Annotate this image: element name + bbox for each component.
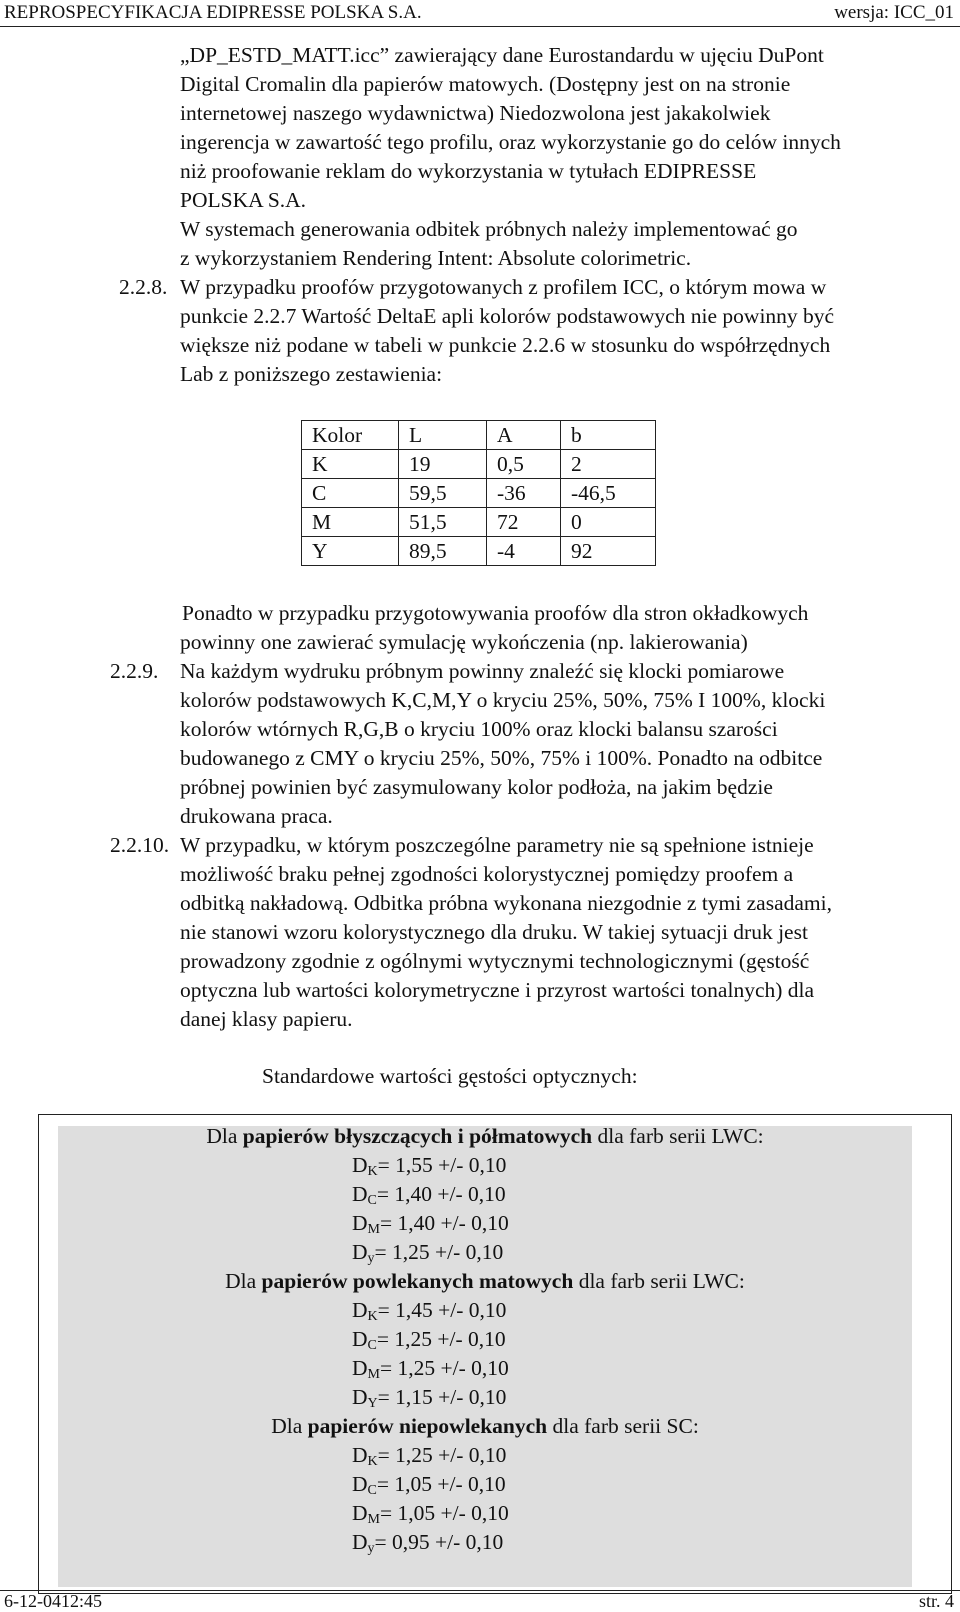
- density-symbol: D: [352, 1356, 368, 1380]
- group-prefix: Dla: [206, 1124, 238, 1148]
- text-line: Lab z poniższego zestawienia:: [180, 362, 443, 386]
- table-cell: 72: [487, 508, 561, 537]
- density-value: = 1,05 +/- 0,10: [379, 1501, 509, 1525]
- table-cell: -46,5: [561, 479, 656, 508]
- density-symbol: D: [352, 1327, 368, 1351]
- group-paper-type: papierów błyszczących i półmatowych: [242, 1124, 593, 1148]
- text-line: odbitką nakładową. Odbitka próbna wykonana niezgodnie z tymi zasadami,: [180, 891, 832, 915]
- group-ink-series: dla farb serii LWC:: [578, 1269, 745, 1293]
- table-header-cell: L: [399, 421, 487, 450]
- density-symbol: D: [352, 1298, 368, 1322]
- text-line: możliwość braku pełnej zgodności kolorystycznej pomiędzy proofem a: [180, 862, 794, 886]
- page-number: str. 4: [918, 1591, 954, 1611]
- text-line: kolorów podstawowych K,C,M,Y o kryciu 25%, 50%, 75% I 100%, klocki: [180, 688, 826, 712]
- table-cell: 0,5: [487, 450, 561, 479]
- density-symbol: D: [352, 1501, 368, 1525]
- density-subscript: C: [367, 1483, 377, 1498]
- density-row: [352, 1528, 503, 1563]
- text-line: ingerencja w zawartość tego profilu, oraz wykorzystanie go do celów innych: [180, 130, 841, 154]
- density-value: = 1,25 +/- 0,10: [374, 1240, 504, 1264]
- text-line: niż proofowanie reklam do wykorzystania w tytułach EDIPRESSE: [180, 159, 757, 183]
- text-line: z wykorzystaniem Rendering Intent: Absolute colorimetric.: [180, 246, 692, 270]
- table-cell: M: [302, 508, 399, 537]
- density-subscript: y: [367, 1251, 375, 1266]
- table-cell: C: [302, 479, 399, 508]
- text-line: prowadzony zgodnie z ogólnymi wytycznymi technologicznymi (gęstość: [180, 949, 810, 973]
- text-line: internetowej naszego wydawnictwa) Niedozwolona jest jakakolwiek: [180, 101, 771, 125]
- density-symbol: D: [352, 1211, 368, 1235]
- density-symbol: D: [352, 1443, 368, 1467]
- density-symbol: D: [352, 1385, 368, 1409]
- text-line: budowanego z CMY o kryciu 25%, 50%, 75% i 100%. Ponadto na odbitce: [180, 746, 823, 770]
- text-line: większe niż podane w tabeli w punkcie 2.2.6 w stosunku do współrzędnych: [180, 333, 831, 357]
- density-value: = 1,25 +/- 0,10: [379, 1356, 509, 1380]
- text-line: Na każdym wydruku próbnym powinny znaleźć się klocki pomiarowe: [180, 659, 785, 683]
- density-subscript: y: [367, 1541, 375, 1556]
- footer-rule: [0, 1590, 960, 1591]
- text-line: punkcie 2.2.7 Wartość DeltaE apli kolorów podstawowych nie powinny być: [180, 304, 835, 328]
- table-cell: 59,5: [399, 479, 487, 508]
- density-subscript: K: [367, 1164, 378, 1179]
- text-line: W przypadku, w którym poszczególne parametry nie są spełnione istnieje: [180, 833, 814, 857]
- text-line: powinny one zawierać symulację wykończenia (np. lakierowania): [180, 630, 748, 654]
- table-row: [302, 479, 656, 508]
- density-subscript: M: [367, 1512, 380, 1527]
- density-subscript: M: [367, 1222, 380, 1237]
- table-cell: 92: [561, 537, 656, 566]
- density-symbol: D: [352, 1182, 368, 1206]
- density-title: Standardowe wartości gęstości optycznych:: [262, 1064, 638, 1088]
- group-paper-type: papierów niepowlekanych: [307, 1414, 548, 1438]
- table-row: [302, 450, 656, 479]
- section-number: 2.2.8.: [119, 275, 168, 299]
- text-line: Digital Cromalin dla papierów matowych. (Dostępny jest on na stronie: [180, 72, 791, 96]
- density-symbol: D: [352, 1240, 368, 1264]
- text-line: kolorów wtórnych R,G,B o kryciu 100% oraz klocki balansu szarości: [180, 717, 778, 741]
- table-cell: 51,5: [399, 508, 487, 537]
- table-header-row: [302, 421, 656, 450]
- group-prefix: Dla: [225, 1269, 257, 1293]
- density-group-heading: [58, 1122, 912, 1150]
- density-subscript: C: [367, 1193, 377, 1208]
- density-value: = 0,95 +/- 0,10: [374, 1530, 504, 1554]
- density-subscript: M: [367, 1367, 380, 1382]
- density-value: = 1,40 +/- 0,10: [379, 1211, 509, 1235]
- text-line: Ponadto w przypadku przygotowywania proofów dla stron okładkowych: [182, 601, 809, 625]
- table-cell: -4: [487, 537, 561, 566]
- density-group-heading: [58, 1412, 912, 1440]
- table-cell: Y: [302, 537, 399, 566]
- header-version: wersja: ICC_01: [834, 2, 954, 23]
- page-header: [0, 0, 960, 24]
- table-cell: -36: [487, 479, 561, 508]
- density-value: = 1,25 +/- 0,10: [377, 1443, 507, 1467]
- header-title: REPROSPECYFIKACJA EDIPRESSE POLSKA S.A.: [4, 2, 422, 23]
- table-header-cell: b: [561, 421, 656, 450]
- table-header-cell: A: [487, 421, 561, 450]
- group-paper-type: papierów powlekanych matowych: [261, 1269, 574, 1293]
- text-line: drukowana praca.: [180, 804, 333, 828]
- table-cell: 2: [561, 450, 656, 479]
- density-symbol: D: [352, 1153, 368, 1177]
- density-subscript: K: [367, 1309, 378, 1324]
- density-subscript: Y: [367, 1396, 378, 1411]
- density-group-heading: [58, 1267, 912, 1295]
- density-subscript: K: [367, 1454, 378, 1469]
- text-line: POLSKA S.A.: [180, 188, 307, 212]
- section-number: 2.2.9.: [110, 659, 159, 683]
- density-symbol: D: [352, 1530, 368, 1554]
- text-line: próbnej powinien być zasymulowany kolor podłoża, na jakim będzie: [180, 775, 773, 799]
- table-row: [302, 508, 656, 537]
- density-value: = 1,05 +/- 0,10: [376, 1472, 506, 1496]
- lab-table: [301, 420, 656, 566]
- density-value: = 1,45 +/- 0,10: [377, 1298, 507, 1322]
- text-line: W systemach generowania odbitek próbnych należy implementować go: [180, 217, 798, 241]
- group-ink-series: dla farb serii LWC:: [597, 1124, 764, 1148]
- table-cell: 89,5: [399, 537, 487, 566]
- table-cell: K: [302, 450, 399, 479]
- table-cell: 0: [561, 508, 656, 537]
- text-line: „DP_ESTD_MATT.icc” zawierający dane Eurostandardu w ujęciu DuPont: [180, 43, 824, 67]
- group-prefix: Dla: [271, 1414, 303, 1438]
- table-row: [302, 537, 656, 566]
- text-line: nie stanowi wzoru kolorystycznego dla druku. W takiej sytuacji druk jest: [180, 920, 808, 944]
- density-value: = 1,40 +/- 0,10: [376, 1182, 506, 1206]
- text-line: danej klasy papieru.: [180, 1007, 353, 1031]
- text-line: optyczna lub wartości kolorymetryczne i przyrost wartości tonalnych) dla: [180, 978, 815, 1002]
- group-ink-series: dla farb serii SC:: [552, 1414, 699, 1438]
- text-line: W przypadku proofów przygotowanych z profilem ICC, o którym mowa w: [180, 275, 827, 299]
- density-value: = 1,15 +/- 0,10: [377, 1385, 507, 1409]
- header-rule: [0, 26, 960, 27]
- density-value: = 1,55 +/- 0,10: [377, 1153, 507, 1177]
- section-number: 2.2.10.: [110, 833, 170, 857]
- density-subscript: C: [367, 1338, 377, 1353]
- table-header-cell: Kolor: [302, 421, 399, 450]
- density-symbol: D: [352, 1472, 368, 1496]
- footer-date: 6-12-0412:45: [4, 1591, 102, 1611]
- density-value: = 1,25 +/- 0,10: [376, 1327, 506, 1351]
- table-cell: 19: [399, 450, 487, 479]
